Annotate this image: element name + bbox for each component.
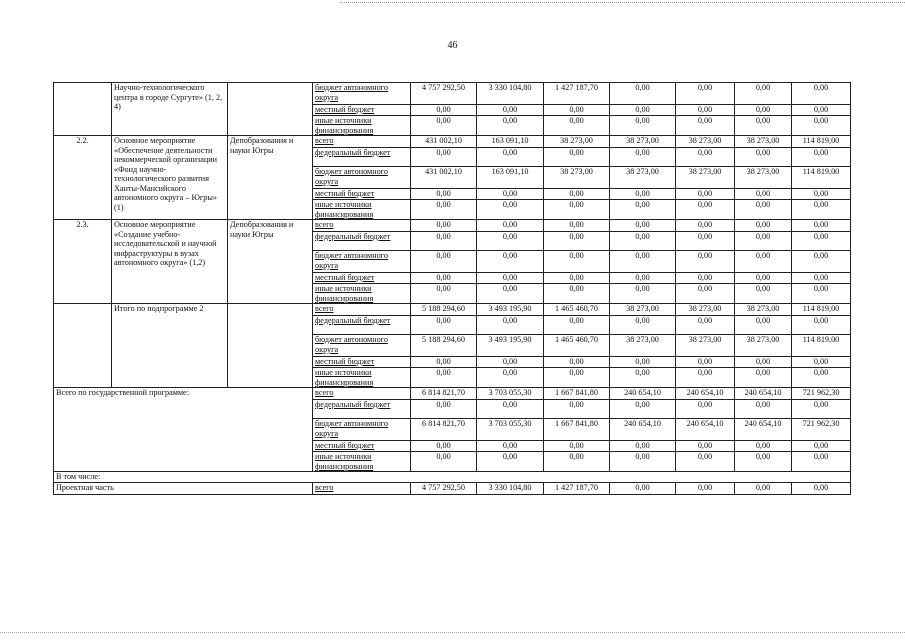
funding-source-cell: бюджет автономного округа xyxy=(313,83,411,105)
amount-cell: 4 757 292,50 xyxy=(411,483,477,495)
funding-source-cell: всего xyxy=(313,483,411,495)
amount-cell: 0,00 xyxy=(544,200,610,220)
amount-cell: 721 962,30 xyxy=(792,388,851,400)
amount-cell: 0,00 xyxy=(676,357,735,368)
amount-cell: 0,00 xyxy=(544,452,610,472)
amount-cell: 38 273,00 xyxy=(735,304,792,316)
funding-source-cell: иные источники финансирования xyxy=(313,200,411,220)
amount-cell: 38 273,00 xyxy=(735,167,792,189)
amount-cell: 0,00 xyxy=(610,284,676,304)
amount-cell: 0,00 xyxy=(544,284,610,304)
amount-cell: 0,00 xyxy=(792,273,851,284)
amount-cell: 0,00 xyxy=(610,368,676,388)
table-row xyxy=(54,136,851,148)
row-number-cell xyxy=(54,304,112,388)
amount-cell: 38 273,00 xyxy=(676,335,735,357)
executor-cell: Депобразования и науки Югры xyxy=(228,136,313,220)
amount-cell: 38 273,00 xyxy=(610,335,676,357)
funding-source-cell: федеральный бюджет xyxy=(313,400,411,419)
amount-cell: 0,00 xyxy=(477,105,544,116)
amount-cell: 0,00 xyxy=(544,148,610,167)
amount-cell: 0,00 xyxy=(477,116,544,136)
funding-source-cell: местный бюджет xyxy=(313,189,411,200)
amount-cell: 38 273,00 xyxy=(735,335,792,357)
amount-cell: 0,00 xyxy=(477,452,544,472)
amount-cell: 0,00 xyxy=(411,116,477,136)
table-body xyxy=(54,83,851,495)
amount-cell: 240 654,10 xyxy=(610,419,676,441)
funding-source-cell: местный бюджет xyxy=(313,357,411,368)
amount-cell: 0,00 xyxy=(792,400,851,419)
amount-cell: 0,00 xyxy=(411,189,477,200)
amount-cell: 0,00 xyxy=(610,452,676,472)
amount-cell: 0,00 xyxy=(411,316,477,335)
amount-cell: 3 330 104,80 xyxy=(477,483,544,495)
amount-cell: 1 667 841,80 xyxy=(544,419,610,441)
amount-cell: 38 273,00 xyxy=(610,304,676,316)
amount-cell: 0,00 xyxy=(610,232,676,251)
scan-artifact-top xyxy=(340,2,905,3)
amount-cell: 0,00 xyxy=(792,200,851,220)
funding-source-cell: федеральный бюджет xyxy=(313,316,411,335)
amount-cell: 163 091,10 xyxy=(477,136,544,148)
amount-cell: 0,00 xyxy=(544,220,610,232)
funding-source-cell: всего xyxy=(313,304,411,316)
amount-cell: 240 654,10 xyxy=(610,388,676,400)
amount-cell: 0,00 xyxy=(676,189,735,200)
budget-table xyxy=(53,82,851,495)
amount-cell: 0,00 xyxy=(477,284,544,304)
amount-cell: 0,00 xyxy=(411,273,477,284)
amount-cell: 0,00 xyxy=(676,441,735,452)
amount-cell: 0,00 xyxy=(411,368,477,388)
amount-cell: 0,00 xyxy=(610,189,676,200)
amount-cell: 0,00 xyxy=(411,220,477,232)
funding-source-cell: федеральный бюджет xyxy=(313,232,411,251)
amount-cell: 0,00 xyxy=(610,483,676,495)
amount-cell: 0,00 xyxy=(610,273,676,284)
funding-source-cell: бюджет автономного округа xyxy=(313,335,411,357)
funding-source-cell: всего xyxy=(313,220,411,232)
program-total-label: Всего по государственной программе: xyxy=(54,388,313,472)
amount-cell: 0,00 xyxy=(411,452,477,472)
amount-cell: 0,00 xyxy=(676,200,735,220)
amount-cell: 0,00 xyxy=(792,83,851,105)
amount-cell: 0,00 xyxy=(610,200,676,220)
amount-cell: 0,00 xyxy=(792,220,851,232)
amount-cell: 38 273,00 xyxy=(676,136,735,148)
amount-cell: 0,00 xyxy=(676,232,735,251)
amount-cell: 38 273,00 xyxy=(610,167,676,189)
program-total-row xyxy=(54,388,851,400)
amount-cell: 0,00 xyxy=(411,441,477,452)
funding-source-cell: иные источники финансирования xyxy=(313,284,411,304)
amount-cell: 0,00 xyxy=(735,251,792,273)
amount-cell: 0,00 xyxy=(792,441,851,452)
amount-cell: 0,00 xyxy=(544,316,610,335)
executor-cell: Депобразования и науки Югры xyxy=(228,220,313,304)
amount-cell: 38 273,00 xyxy=(676,304,735,316)
amount-cell: 0,00 xyxy=(610,83,676,105)
amount-cell: 0,00 xyxy=(610,105,676,116)
amount-cell: 0,00 xyxy=(544,189,610,200)
amount-cell: 0,00 xyxy=(477,441,544,452)
amount-cell: 114 819,00 xyxy=(792,335,851,357)
amount-cell: 0,00 xyxy=(792,189,851,200)
amount-cell: 0,00 xyxy=(610,220,676,232)
funding-source-cell: местный бюджет xyxy=(313,273,411,284)
project-part-row xyxy=(54,483,851,495)
amount-cell: 3 703 055,30 xyxy=(477,419,544,441)
amount-cell: 0,00 xyxy=(477,200,544,220)
amount-cell: 0,00 xyxy=(477,316,544,335)
amount-cell: 431 002,10 xyxy=(411,167,477,189)
table-row xyxy=(54,83,851,105)
activity-name-cell: Основное мероприятие «Обеспечение деятельности некоммерческой организации «Фонд научно-технологического развития Ханты-Мансийского автономного округа – Югры» (1) xyxy=(112,136,228,220)
amount-cell: 0,00 xyxy=(792,105,851,116)
amount-cell: 0,00 xyxy=(792,116,851,136)
amount-cell: 0,00 xyxy=(477,189,544,200)
amount-cell: 0,00 xyxy=(676,116,735,136)
amount-cell: 0,00 xyxy=(676,220,735,232)
amount-cell: 0,00 xyxy=(735,284,792,304)
amount-cell: 0,00 xyxy=(676,105,735,116)
funding-source-cell: иные источники финансирования xyxy=(313,368,411,388)
amount-cell: 0,00 xyxy=(477,232,544,251)
funding-source-cell: федеральный бюджет xyxy=(313,148,411,167)
amount-cell: 0,00 xyxy=(610,116,676,136)
amount-cell: 1 465 460,70 xyxy=(544,335,610,357)
amount-cell: 0,00 xyxy=(544,105,610,116)
activity-name-cell: Итого по подпрограмме 2 xyxy=(112,304,228,388)
amount-cell: 0,00 xyxy=(411,284,477,304)
amount-cell: 0,00 xyxy=(735,273,792,284)
amount-cell: 0,00 xyxy=(676,273,735,284)
amount-cell: 0,00 xyxy=(792,357,851,368)
amount-cell: 6 814 821,70 xyxy=(411,388,477,400)
amount-cell: 0,00 xyxy=(735,368,792,388)
amount-cell: 0,00 xyxy=(735,357,792,368)
amount-cell: 0,00 xyxy=(411,148,477,167)
activity-name-cell: Основное мероприятие «Создание учебно-исследовательской и научной инфраструктуры в вузах автономного округа» (1,2) xyxy=(112,220,228,304)
amount-cell: 0,00 xyxy=(792,483,851,495)
amount-cell: 0,00 xyxy=(792,452,851,472)
amount-cell: 0,00 xyxy=(735,200,792,220)
funding-source-cell: бюджет автономного округа xyxy=(313,251,411,273)
amount-cell: 0,00 xyxy=(477,400,544,419)
funding-source-cell: иные источники финансирования xyxy=(313,452,411,472)
amount-cell: 4 757 292,50 xyxy=(411,83,477,105)
amount-cell: 38 273,00 xyxy=(544,167,610,189)
funding-source-cell: иные источники финансирования xyxy=(313,116,411,136)
amount-cell: 0,00 xyxy=(735,83,792,105)
funding-source-cell: местный бюджет xyxy=(313,105,411,116)
funding-source-cell: всего xyxy=(313,136,411,148)
amount-cell: 1 667 841,80 xyxy=(544,388,610,400)
amount-cell: 0,00 xyxy=(610,441,676,452)
amount-cell: 0,00 xyxy=(676,83,735,105)
amount-cell: 0,00 xyxy=(544,368,610,388)
amount-cell: 240 654,10 xyxy=(676,388,735,400)
amount-cell: 114 819,00 xyxy=(792,304,851,316)
amount-cell: 5 188 294,60 xyxy=(411,335,477,357)
amount-cell: 0,00 xyxy=(477,220,544,232)
amount-cell: 0,00 xyxy=(676,483,735,495)
amount-cell: 114 819,00 xyxy=(792,167,851,189)
amount-cell: 1 427 187,70 xyxy=(544,83,610,105)
amount-cell: 0,00 xyxy=(676,251,735,273)
amount-cell: 0,00 xyxy=(411,232,477,251)
table-row xyxy=(54,304,851,316)
amount-cell: 0,00 xyxy=(676,316,735,335)
amount-cell: 0,00 xyxy=(735,441,792,452)
amount-cell: 3 330 104,80 xyxy=(477,83,544,105)
table-row xyxy=(54,220,851,232)
amount-cell: 0,00 xyxy=(735,452,792,472)
funding-source-cell: бюджет автономного округа xyxy=(313,167,411,189)
scan-artifact-bottom xyxy=(0,632,905,633)
amount-cell: 0,00 xyxy=(544,400,610,419)
executor-cell xyxy=(228,83,313,136)
amount-cell: 0,00 xyxy=(792,251,851,273)
amount-cell: 0,00 xyxy=(477,368,544,388)
amount-cell: 0,00 xyxy=(792,284,851,304)
amount-cell: 0,00 xyxy=(544,441,610,452)
amount-cell: 114 819,00 xyxy=(792,136,851,148)
row-number-cell: 2.2. xyxy=(54,136,112,220)
amount-cell: 0,00 xyxy=(477,251,544,273)
amount-cell: 0,00 xyxy=(735,116,792,136)
amount-cell: 240 654,10 xyxy=(735,419,792,441)
amount-cell: 5 188 294,60 xyxy=(411,304,477,316)
amount-cell: 1 465 460,70 xyxy=(544,304,610,316)
amount-cell: 0,00 xyxy=(477,357,544,368)
project-part-label: Проектная часть xyxy=(54,483,313,495)
amount-cell: 1 427 187,70 xyxy=(544,483,610,495)
amount-cell: 0,00 xyxy=(792,148,851,167)
amount-cell: 0,00 xyxy=(735,316,792,335)
row-number-cell xyxy=(54,83,112,136)
amount-cell: 0,00 xyxy=(544,116,610,136)
amount-cell: 0,00 xyxy=(735,483,792,495)
amount-cell: 0,00 xyxy=(411,400,477,419)
amount-cell: 0,00 xyxy=(676,284,735,304)
funding-source-cell: всего xyxy=(313,388,411,400)
row-number-cell: 2.3. xyxy=(54,220,112,304)
amount-cell: 240 654,10 xyxy=(735,388,792,400)
amount-cell: 0,00 xyxy=(544,357,610,368)
amount-cell: 0,00 xyxy=(735,232,792,251)
funding-source-cell: бюджет автономного округа xyxy=(313,419,411,441)
amount-cell: 0,00 xyxy=(792,368,851,388)
amount-cell: 0,00 xyxy=(676,452,735,472)
amount-cell: 38 273,00 xyxy=(735,136,792,148)
amount-cell: 3 493 195,90 xyxy=(477,335,544,357)
amount-cell: 38 273,00 xyxy=(676,167,735,189)
amount-cell: 0,00 xyxy=(792,316,851,335)
amount-cell: 6 814 821,70 xyxy=(411,419,477,441)
amount-cell: 0,00 xyxy=(676,368,735,388)
amount-cell: 0,00 xyxy=(735,148,792,167)
including-label: В том числе: xyxy=(54,472,851,483)
amount-cell: 3 493 195,90 xyxy=(477,304,544,316)
amount-cell: 163 091,10 xyxy=(477,167,544,189)
amount-cell: 0,00 xyxy=(411,251,477,273)
page-number: 46 xyxy=(447,40,458,51)
amount-cell: 431 002,10 xyxy=(411,136,477,148)
amount-cell: 3 703 055,30 xyxy=(477,388,544,400)
amount-cell: 721 962,30 xyxy=(792,419,851,441)
executor-cell xyxy=(228,304,313,388)
amount-cell: 0,00 xyxy=(411,105,477,116)
amount-cell: 0,00 xyxy=(544,273,610,284)
amount-cell: 0,00 xyxy=(610,316,676,335)
including-row xyxy=(54,472,851,483)
amount-cell: 0,00 xyxy=(610,400,676,419)
amount-cell: 0,00 xyxy=(544,251,610,273)
amount-cell: 0,00 xyxy=(411,357,477,368)
amount-cell: 0,00 xyxy=(610,357,676,368)
activity-name-cell: Научно-технологического центра в городе Сургуте» (1, 2, 4) xyxy=(112,83,228,136)
amount-cell: 0,00 xyxy=(735,189,792,200)
amount-cell: 0,00 xyxy=(610,148,676,167)
amount-cell: 0,00 xyxy=(676,148,735,167)
amount-cell: 240 654,10 xyxy=(676,419,735,441)
amount-cell: 0,00 xyxy=(411,200,477,220)
funding-source-cell: местный бюджет xyxy=(313,441,411,452)
amount-cell: 38 273,00 xyxy=(544,136,610,148)
amount-cell: 0,00 xyxy=(610,251,676,273)
amount-cell: 0,00 xyxy=(676,400,735,419)
amount-cell: 0,00 xyxy=(735,400,792,419)
amount-cell: 38 273,00 xyxy=(610,136,676,148)
amount-cell: 0,00 xyxy=(735,220,792,232)
amount-cell: 0,00 xyxy=(735,105,792,116)
amount-cell: 0,00 xyxy=(792,232,851,251)
amount-cell: 0,00 xyxy=(477,148,544,167)
amount-cell: 0,00 xyxy=(477,273,544,284)
amount-cell: 0,00 xyxy=(544,232,610,251)
